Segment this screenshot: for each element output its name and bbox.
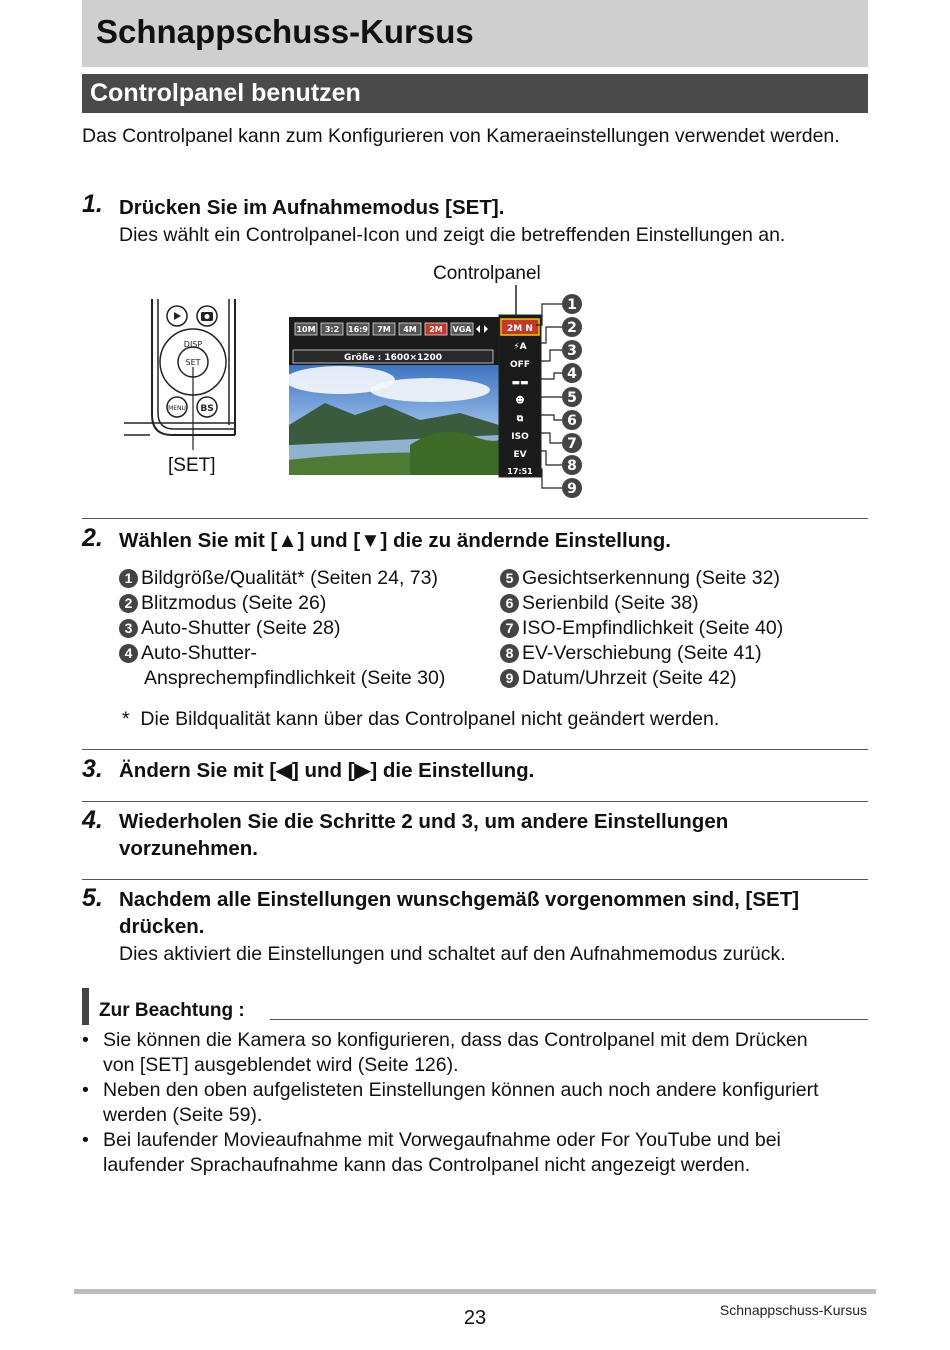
list-item: Ansprechempfindlichkeit (Seite 30) (144, 667, 446, 689)
svg-text:MENU: MENU (168, 405, 186, 412)
svg-text:1: 1 (567, 297, 577, 313)
step-1-number: 1. (82, 190, 103, 218)
svg-text:VGA: VGA (452, 325, 472, 334)
section-title-bar (82, 74, 868, 113)
step-2-number: 2. (82, 524, 103, 552)
bullet-dot: • (82, 1079, 89, 1101)
svg-text:ISO: ISO (511, 432, 529, 442)
svg-text:☻: ☻ (515, 396, 525, 406)
step-3-number: 3. (82, 755, 103, 783)
svg-text:EV: EV (513, 450, 527, 460)
svg-text:17:51: 17:51 (507, 467, 533, 476)
note-bullet: • Neben den oben aufgelisteten Einstellungen können auch noch andere konfiguriert werden (Seite 59). (82, 1079, 819, 1126)
svg-text:5: 5 (567, 390, 577, 406)
controlpanel-label: Controlpanel (433, 263, 541, 284)
list-item: 8 EV-Verschiebung (Seite 41) (500, 641, 860, 666)
controlpanel-column (499, 285, 541, 477)
camera-figure (110, 285, 590, 505)
page-title-bar (82, 0, 868, 67)
step-5-heading-line1: Nachdem alle Einstellungen wunschgemäß vorgenommen sind, [SET] (119, 888, 800, 911)
svg-text:4: 4 (567, 366, 577, 382)
svg-text:SET: SET (185, 358, 201, 367)
step-1-heading: Drücken Sie im Aufnahmemodus [SET]. (119, 196, 505, 219)
settings-list-right (500, 566, 860, 691)
callout-numbers (562, 294, 582, 498)
footer-rule (74, 1289, 876, 1294)
camera-back-illustration (124, 299, 235, 450)
svg-text:6: 6 (567, 413, 577, 429)
step-2-heading: Wählen Sie mit [▲] und [▼] die zu ändernde Einstellung. (119, 529, 671, 552)
bullet-dot: • (82, 1129, 89, 1151)
section-title: Controlpanel benutzen (90, 79, 361, 107)
svg-text:4M: 4M (403, 325, 417, 334)
list-item: 6 Serienbild (Seite 38) (500, 591, 860, 616)
note-marker (82, 988, 89, 1025)
svg-text:9: 9 (567, 481, 577, 497)
step-divider (82, 749, 868, 750)
list-item: 2 Blitzmodus (Seite 26) (119, 591, 499, 616)
footnote: * Die Bildqualität kann über das Controlpanel nicht geändert werden. (122, 708, 720, 730)
svg-text:OFF: OFF (510, 360, 530, 370)
svg-text:7M: 7M (377, 325, 391, 334)
intro-paragraph: Das Controlpanel kann zum Konfigurieren von Kameraeinstellungen verwendet werden. (82, 125, 840, 147)
svg-text:▬▬: ▬▬ (511, 378, 529, 388)
step-5-heading-line2: drücken. (119, 915, 205, 938)
note-bullet: • Bei laufender Movieaufnahme mit Vorwegaufnahme oder For YouTube und bei laufender Sprachaufnahme kann das Controlpanel nicht angezeigt werden. (82, 1129, 781, 1176)
step-4-heading-line1: Wiederholen Sie die Schritte 2 und 3, um andere Einstellungen (119, 810, 729, 833)
note-bullet: • Sie können die Kamera so konfigurieren, dass das Controlpanel mit dem Drücken von [SET] ausgeblendet wird (Seite 126). (82, 1029, 808, 1076)
svg-text:⧉: ⧉ (516, 414, 524, 424)
settings-list-left (119, 566, 499, 691)
svg-text:2M: 2M (429, 325, 443, 334)
list-item: 9 Datum/Uhrzeit (Seite 42) (500, 666, 860, 691)
svg-text:DISP: DISP (183, 340, 203, 349)
svg-text:7: 7 (567, 436, 577, 452)
list-item: 4 Auto-Shutter- (119, 641, 499, 666)
svg-text:2M N: 2M N (507, 324, 533, 334)
svg-text:Größe : 1600×1200: Größe : 1600×1200 (343, 353, 443, 363)
lcd-screen (285, 317, 499, 475)
svg-text:3:2: 3:2 (324, 325, 340, 334)
svg-text:3: 3 (567, 343, 577, 359)
note-title: Zur Beachtung : (99, 1000, 245, 1021)
svg-text:⚡A: ⚡A (513, 342, 527, 352)
footer-title: Schnappschuss-Kursus (719, 1302, 867, 1318)
step-1-text: Dies wählt ein Controlpanel-Icon und zeigt die betreffenden Einstellungen an. (119, 224, 786, 246)
step-divider (82, 518, 868, 519)
page-title: Schnappschuss-Kursus (96, 13, 474, 50)
note-rule (270, 1019, 868, 1020)
list-item: 5 Gesichtserkennung (Seite 32) (500, 566, 860, 591)
svg-text:10M: 10M (296, 325, 316, 334)
svg-text:16:9: 16:9 (348, 325, 368, 334)
page-number: 23 (463, 1307, 487, 1329)
step-4-heading-line2: vorzunehmen. (119, 837, 258, 860)
set-label: [SET] (168, 455, 216, 476)
svg-text:8: 8 (567, 458, 577, 474)
svg-text:2: 2 (567, 320, 577, 336)
step-5-text: Dies aktiviert die Einstellungen und schaltet auf den Aufnahmemodus zurück. (119, 943, 786, 965)
step-3-heading: Ändern Sie mit [◀] und [▶] die Einstellung. (119, 759, 535, 782)
list-item: 3 Auto-Shutter (Seite 28) (119, 616, 499, 641)
step-divider (82, 801, 868, 802)
list-item: 1 Bildgröße/Qualität* (Seiten 24, 73) (119, 566, 499, 591)
step-4-number: 4. (82, 806, 103, 834)
list-item: 7 ISO-Empfindlichkeit (Seite 40) (500, 616, 860, 641)
svg-text:BS: BS (200, 404, 214, 414)
step-divider (82, 879, 868, 880)
step-5-number: 5. (82, 884, 103, 912)
bullet-dot: • (82, 1029, 89, 1051)
